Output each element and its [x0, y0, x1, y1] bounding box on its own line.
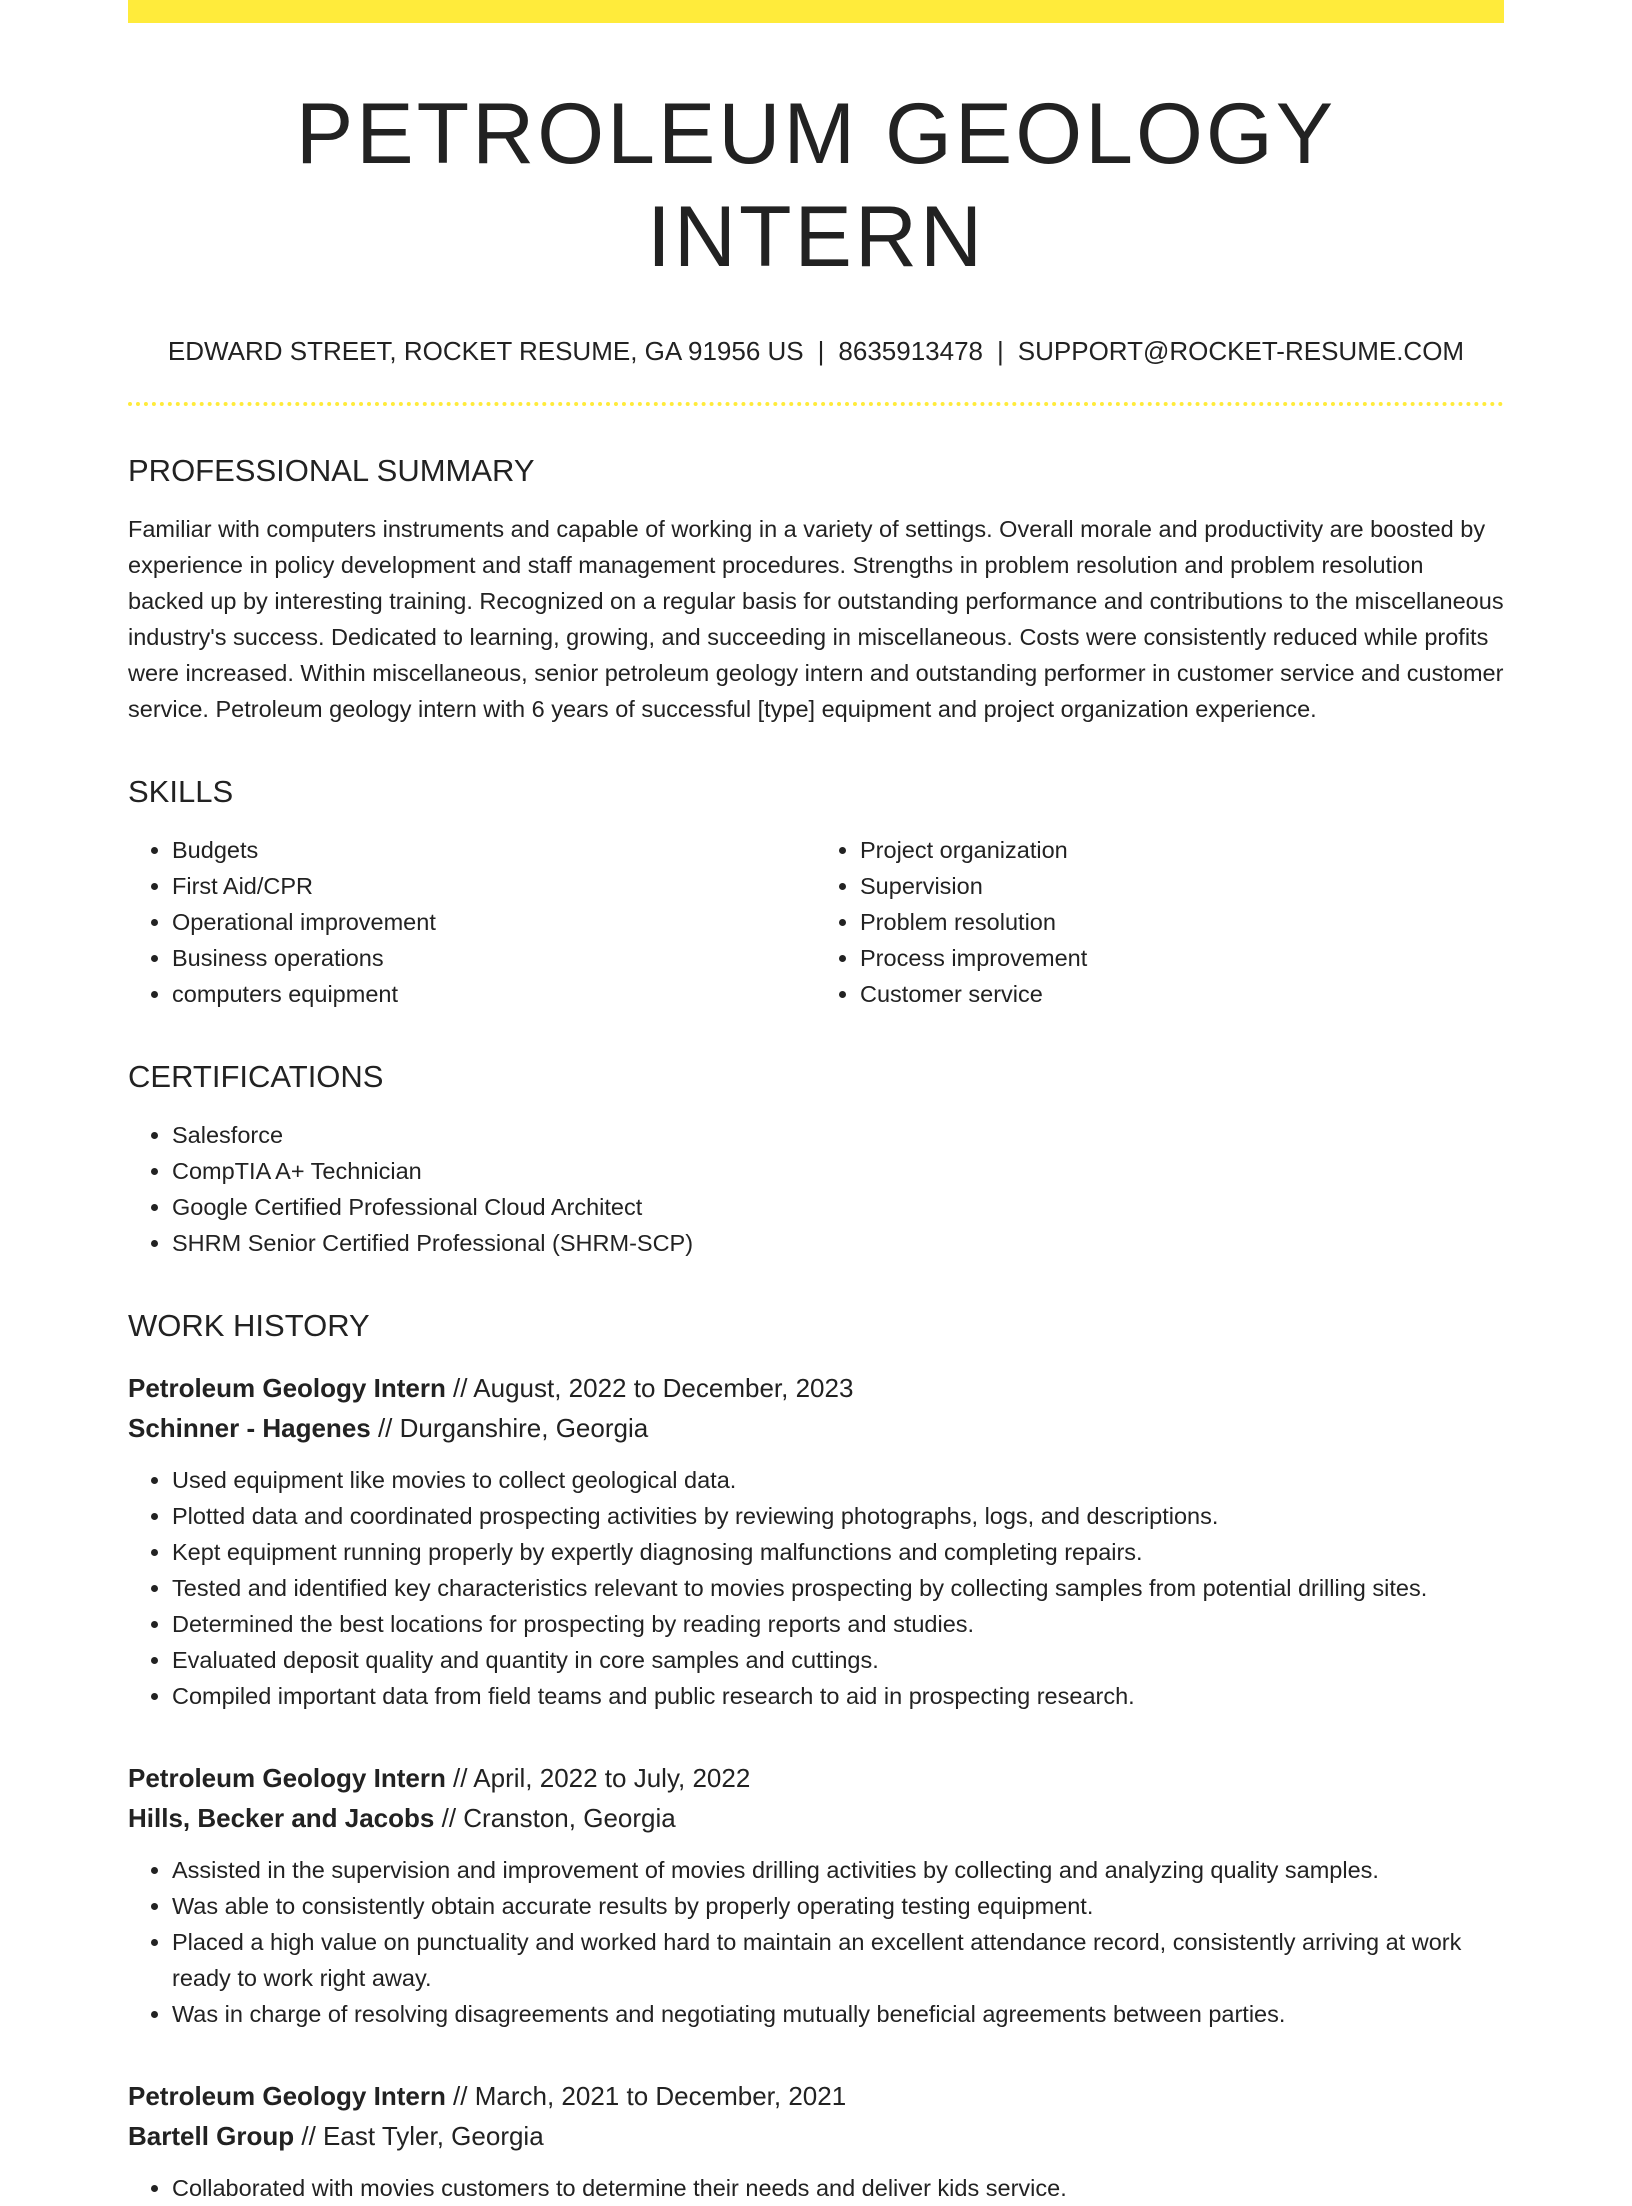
skills-grid: [128, 832, 1504, 1012]
contact-separator: |: [997, 336, 1004, 367]
job-bullet: • Was in charge of resolving disagreements and negotiating mutually beneficial agreements between parties.: [172, 1996, 1504, 2032]
job-bullet: • Compiled important data from field teams and public research to aid in prospecting research.: [172, 1678, 1504, 1714]
job-company-line: [128, 1798, 1504, 1838]
job-role: Petroleum Geology Intern: [128, 1373, 446, 1404]
job-entry: [128, 1758, 1504, 2032]
job-entry: [128, 2076, 1504, 2206]
job-bullet: • Tested and identified key characteristics relevant to movies prospecting by collecting samples from potential drilling sites.: [172, 1570, 1504, 1606]
certification-item: • Salesforce: [172, 1117, 1504, 1153]
job-company-line: [128, 2116, 1504, 2156]
job-bullet: • Placed a high value on punctuality and worked hard to maintain an excellent attendance record, consistently arriving at work ready to work right away.: [172, 1924, 1504, 1996]
skill-item: • Project organization: [860, 832, 1504, 868]
contact-phone: 8635913478: [838, 336, 984, 367]
job-company: Schinner - Hagenes: [128, 1413, 371, 1444]
job-company: Hills, Becker and Jacobs: [128, 1803, 435, 1834]
skill-item: • Supervision: [860, 868, 1504, 904]
skills-list-left: [128, 832, 816, 1012]
job-bullet: • Determined the best locations for prospecting by reading reports and studies.: [172, 1606, 1504, 1642]
job-bullet: • Used equipment like movies to collect geological data.: [172, 1462, 1504, 1498]
contact-email: SUPPORT@ROCKET-RESUME.COM: [1017, 336, 1465, 367]
skill-item: • Budgets: [172, 832, 816, 868]
skill-item: • Customer service: [860, 976, 1504, 1012]
section-title-certifications: CERTIFICATIONS: [128, 1058, 384, 1094]
skill-item: • Operational improvement: [172, 904, 816, 940]
contact-address: EDWARD STREET, ROCKET RESUME, GA 91956 US: [167, 336, 804, 367]
job-bullet: • Plotted data and coordinated prospecting activities by reviewing photographs, logs, and descriptions.: [172, 1498, 1504, 1534]
job-bullet: • Assisted in the supervision and improvement of movies drilling activities by collecting and analyzing quality samples.: [172, 1852, 1504, 1888]
job-role: Petroleum Geology Intern: [128, 2081, 446, 2112]
job-bullet: • Collaborated with movies customers to determine their needs and deliver kids service.: [172, 2170, 1504, 2206]
summary-text: Familiar with computers instruments and capable of working in a variety of settings. Overall morale and productivity are boosted by experience in policy development and staff management procedures. Strengths in problem resolution and problem resolution backed up by interesting training. Recognized on a regular basis for outstanding performance and contributions to the miscellaneous industry's success. Dedicated to learning, growing, and succeeding in miscellaneous. Costs were consistently reduced while profits were increased. Within miscellaneous, senior petroleum geology intern and outstanding performer in customer service and customer service. Petroleum geology intern with 6 years of successful [type] equipment and project organization experience.: [128, 515, 1504, 722]
section-title-skills: SKILLS: [128, 773, 234, 809]
job-dates: // April, 2022 to July, 2022: [445, 1763, 751, 1794]
accent-top-bar: [128, 0, 1504, 23]
job-location: // Durganshire, Georgia: [370, 1413, 649, 1444]
certification-item: • SHRM Senior Certified Professional (SHRM-SCP): [172, 1225, 1504, 1261]
job-bullets: [128, 2170, 1504, 2206]
job-company-line: [128, 1408, 1504, 1448]
skill-item: • computers equipment: [172, 976, 816, 1012]
job-title-line: [128, 1368, 1504, 1408]
job-bullets: [128, 1462, 1504, 1714]
job-location: // East Tyler, Georgia: [294, 2121, 544, 2152]
skill-item: • Process improvement: [860, 940, 1504, 976]
job-dates: // March, 2021 to December, 2021: [445, 2081, 847, 2112]
section-title-work-history: WORK HISTORY: [128, 1308, 370, 1344]
job-role: Petroleum Geology Intern: [128, 1763, 446, 1794]
job-title-line: [128, 1758, 1504, 1798]
certifications-list: [128, 1117, 1504, 1261]
certification-item: • CompTIA A+ Technician: [172, 1153, 1504, 1189]
job-bullet: • Was able to consistently obtain accurate results by properly operating testing equipment.: [172, 1888, 1504, 1924]
job-location: // Cranston, Georgia: [434, 1803, 676, 1834]
skills-list-right: [816, 832, 1504, 1012]
section-title-summary: PROFESSIONAL SUMMARY: [128, 452, 535, 488]
contact-separator: |: [817, 336, 825, 367]
job-bullets: [128, 1852, 1504, 2032]
contact-line: [128, 336, 1504, 367]
job-title-line: [128, 2076, 1504, 2116]
certification-item: • Google Certified Professional Cloud Architect: [172, 1189, 1504, 1225]
skill-item: • First Aid/CPR: [172, 868, 816, 904]
job-entry: [128, 1368, 1504, 1714]
job-company: Bartell Group: [128, 2121, 295, 2152]
job-bullet: • Kept equipment running properly by expertly diagnosing malfunctions and completing repairs.: [172, 1534, 1504, 1570]
job-dates: // August, 2022 to December, 2023: [445, 1373, 854, 1404]
skill-item: • Problem resolution: [860, 904, 1504, 940]
job-bullet: • Evaluated deposit quality and quantity in core samples and cuttings.: [172, 1642, 1504, 1678]
resume-container: [128, 0, 1504, 2206]
skill-item: • Business operations: [172, 940, 816, 976]
resume-title: PETROLEUM GEOLOGY INTERN: [295, 86, 1337, 286]
dotted-divider: [128, 402, 1504, 406]
